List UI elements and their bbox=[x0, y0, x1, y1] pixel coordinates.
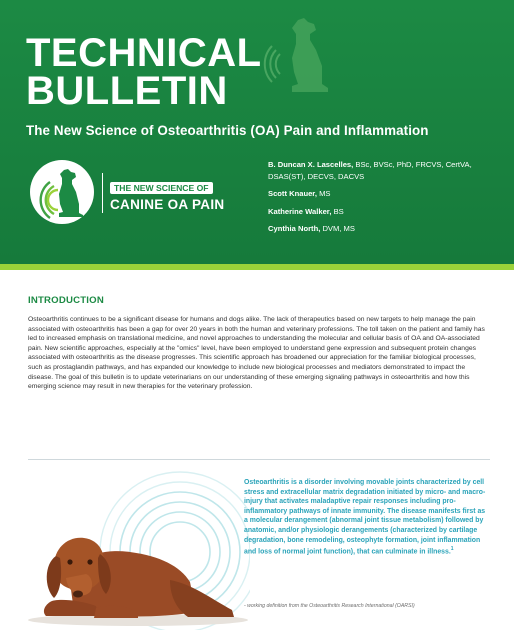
logo-main-text: CANINE OA PAIN bbox=[110, 197, 225, 212]
author-name: Cynthia North, bbox=[268, 224, 321, 233]
section-divider bbox=[28, 459, 490, 460]
intro-paragraph: Osteoarthritis continues to be a significant disease for humans and dogs alike. The lack of therapeutics based on new targets to help manage the pain associated with osteoarthritis has been a gap for over 20 years in both the human and veterinary professions. The toll taken on the patient and family has led to increased emphasis on translational medicine, and novel approaches to understanding the molecular and cellular basis of OA and OA-associated pain. New scientific approaches, especially at the "omics" level, have been employed to understand gene expression and subsequent protein changes associated with osteoarthritis as the disease progresses. This scientific approach has broadened our appreciation for the familiar biological processes, such as prostaglandin pathways, and has expanded our knowledge to include new biological processes and mediators demonstrated to impact the disease. The goal of this bulletin is to update veterinarians on our understanding of these emerging signaling pathways in osteoarthritis and how this emerging science may result in new therapies for the veterinary profession. bbox=[28, 316, 485, 391]
author-item bbox=[268, 188, 504, 200]
title-line-1: TECHNICAL bbox=[26, 31, 262, 75]
author-credentials: MS bbox=[319, 189, 331, 198]
title-line-2: BULLETIN bbox=[26, 69, 228, 113]
bulletin-header bbox=[0, 0, 514, 264]
section-heading: INTRODUCTION bbox=[28, 295, 104, 306]
bulletin-subtitle: The New Science of Osteoarthritis (OA) Pain and Inflammation bbox=[26, 123, 429, 138]
author-item bbox=[268, 159, 504, 182]
author-item bbox=[268, 206, 504, 218]
sitting-dog-target-icon bbox=[30, 160, 94, 224]
accent-band bbox=[0, 264, 514, 270]
logo-tagline: THE NEW SCIENCE OF bbox=[110, 182, 213, 194]
author-item bbox=[268, 223, 504, 235]
canine-oa-logo bbox=[30, 160, 94, 224]
sitting-dog-icon bbox=[258, 14, 338, 94]
bulletin-title bbox=[26, 31, 262, 113]
author-name: Katherine Walker, bbox=[268, 206, 332, 216]
author-credentials: BSc, BVSc, PhD, FRCVS, CertVA, DSAS(ST), DECVS, DACVS bbox=[268, 160, 472, 181]
author-credentials: BS bbox=[333, 206, 344, 216]
oa-definition-callout bbox=[244, 478, 490, 557]
citation-superscript: 1 bbox=[450, 546, 454, 553]
lying-dog-illustration bbox=[20, 470, 250, 630]
author-list bbox=[268, 159, 504, 241]
author-name: Scott Knauer, bbox=[268, 189, 317, 198]
callout-footnote: - working definition from the Osteoarthritis Research International (OARSI) bbox=[244, 603, 415, 609]
logo-divider bbox=[102, 173, 103, 213]
author-name: B. Duncan X. Lascelles, bbox=[268, 160, 354, 169]
author-credentials: DVM, MS bbox=[322, 224, 355, 233]
callout-text: Osteoarthritis is a disorder involving movable joints characterized by cell stress and extracellular matrix degradation initiated by micro- and macro-injury that activates maladaptive repair responses including pro-inflammatory pathways of innate immunity. The disease manifests first as a molecular derangement (abnormal joint tissue metabolism) followed by anatomic, and/or physiologic derangements (characterized by cartilage degradation, bone remodeling, osteophyte formation, joint inflammation and loss of normal joint function), that can culminate in illness. bbox=[244, 479, 486, 556]
